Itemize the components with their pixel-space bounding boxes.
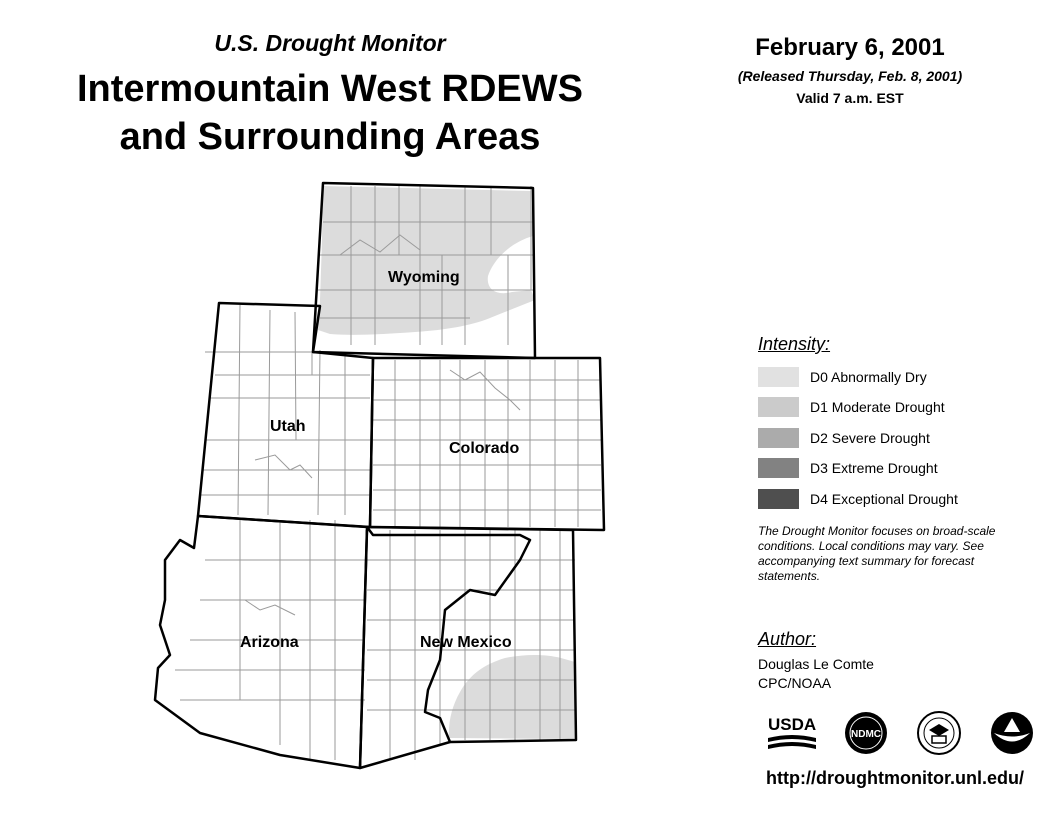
noaa-logo (986, 710, 1038, 756)
legend-swatch-d4 (758, 489, 799, 509)
d0-area-new-mexico (449, 655, 576, 739)
svg-text:USDA: USDA (768, 715, 817, 734)
legend-swatch-d1 (758, 397, 799, 417)
author-org: CPC/NOAA (758, 675, 832, 691)
commerce-seal-logo (913, 710, 965, 756)
legend-swatch-d0 (758, 367, 799, 387)
svg-text:NDMC: NDMC (851, 729, 881, 740)
legend-label-d3: D3 Extreme Drought (810, 460, 938, 476)
valid-time: Valid 7 a.m. EST (796, 90, 904, 106)
legend-swatch-d2 (758, 428, 799, 448)
map-date: February 6, 2001 (755, 34, 945, 61)
author-name: Douglas Le Comte (758, 656, 874, 672)
website-url[interactable]: http://droughtmonitor.unl.edu/ (766, 768, 1024, 788)
legend-swatch-d3 (758, 458, 799, 478)
map-title-line-1: Intermountain West RDEWS (77, 68, 583, 110)
utah-outline (198, 303, 373, 527)
state-label-colorado: Colorado (449, 440, 520, 457)
state-label-arizona: Arizona (240, 634, 299, 651)
map-supertitle: U.S. Drought Monitor (214, 30, 446, 56)
state-label-new-mexico: New Mexico (420, 634, 512, 651)
release-date: (Released Thursday, Feb. 8, 2001) (737, 68, 963, 84)
state-label-wyoming: Wyoming (388, 269, 460, 286)
ndmc-logo (840, 710, 892, 756)
map-title-line-2: and Surrounding Areas (119, 116, 541, 158)
usda-logo (766, 710, 818, 756)
legend-label-d0: D0 Abnormally Dry (810, 369, 927, 385)
state-label-utah: Utah (270, 418, 306, 435)
author-heading: Author: (758, 629, 817, 649)
disclaimer-note: The Drought Monitor focuses on broad-scale conditions. Local conditions may vary. See accompanying text summary for forecast statements. (758, 524, 996, 583)
legend-label-d1: D1 Moderate Drought (810, 399, 945, 415)
legend-label-d2: D2 Severe Drought (810, 430, 930, 446)
legend-title: Intensity: (758, 334, 831, 354)
legend-label-d4: D4 Exceptional Drought (810, 491, 958, 507)
